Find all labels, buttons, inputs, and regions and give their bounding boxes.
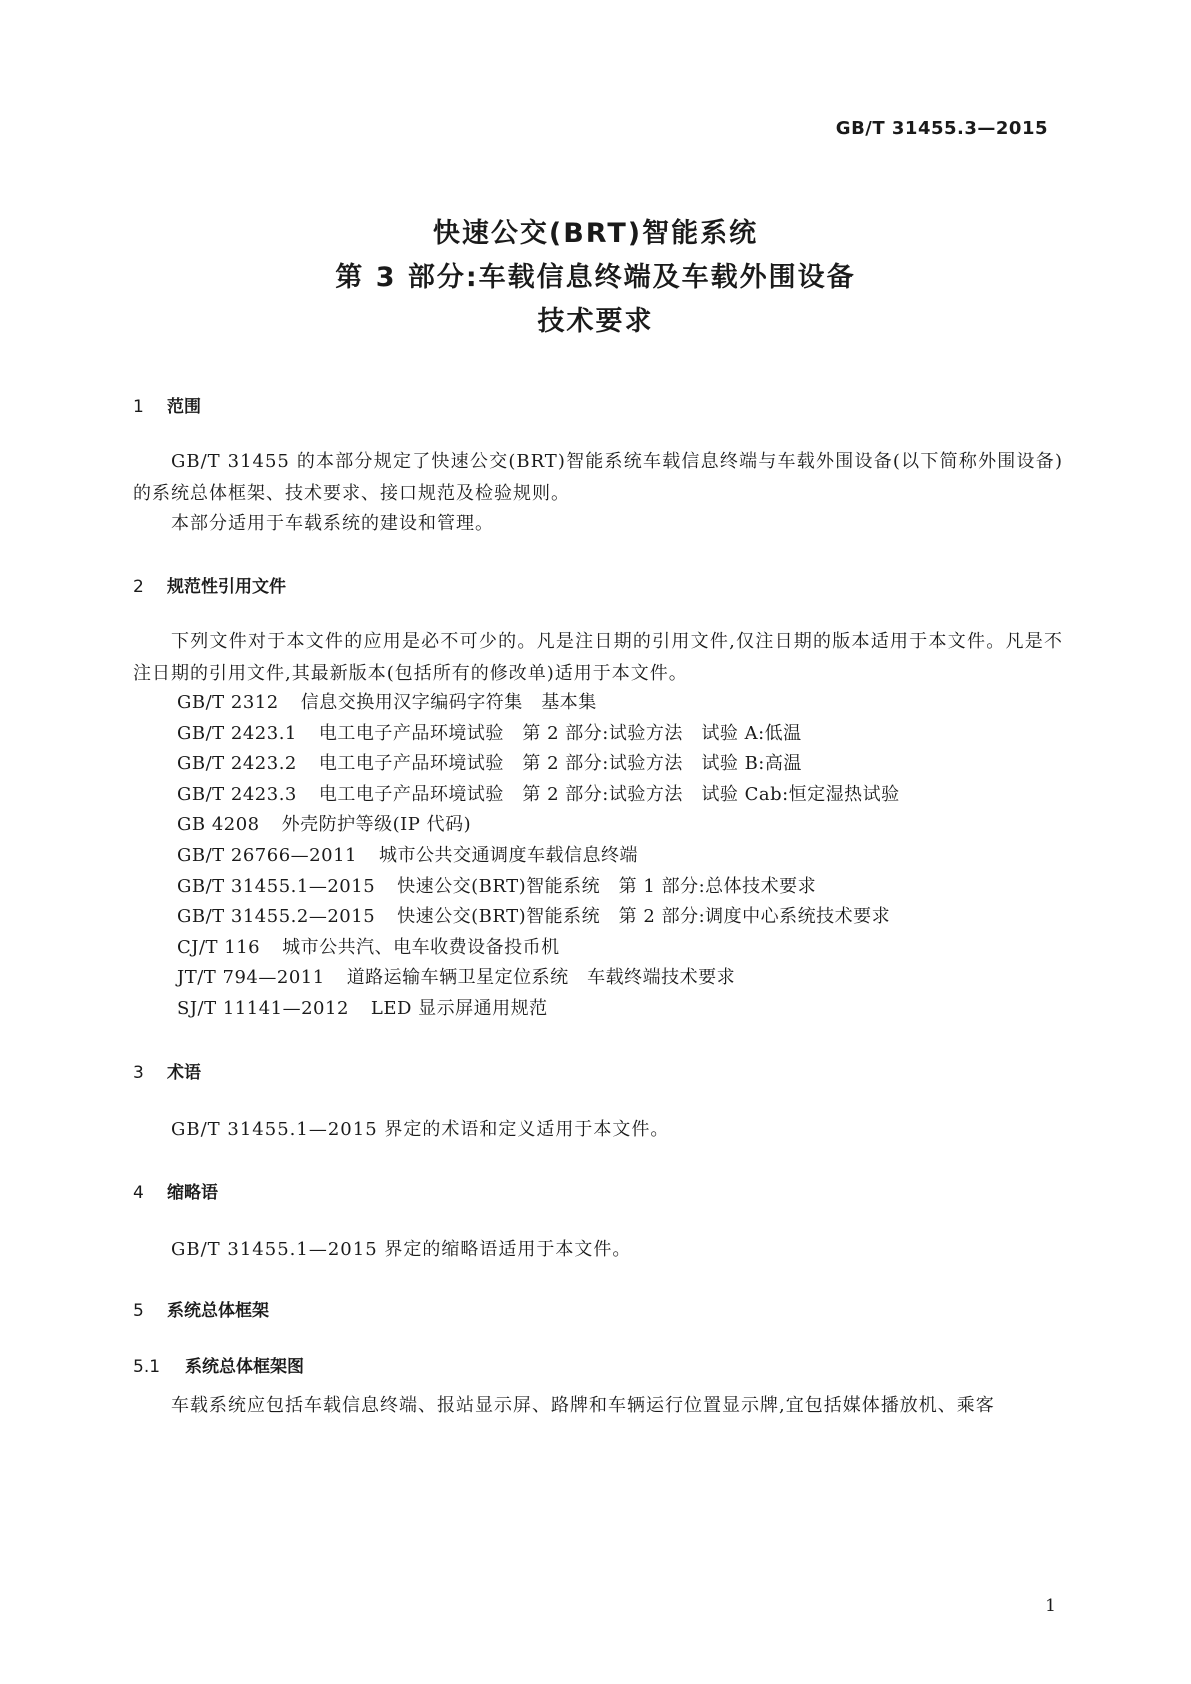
page-number: 1 (1045, 1596, 1056, 1616)
reference-title: 外壳防护等级(IP 代码) (281, 814, 472, 836)
reference-code: GB 4208 (177, 814, 260, 836)
subsection-5-1-paragraph-1: 车载系统应包括车载信息终端、报站显示屏、路牌和车辆运行位置显示牌,宜包括媒体播放机、乘客 (171, 1395, 995, 1416)
reference-code: GB/T 31455.1—2015 (177, 875, 376, 897)
section-1-heading (133, 392, 201, 417)
reference-item (177, 994, 922, 1025)
section-title: 系统总体框架 (167, 1301, 269, 1321)
section-number: 4 (133, 1183, 144, 1203)
reference-code: JT/T 794—2011 (177, 967, 325, 989)
section-number: 3 (133, 1063, 144, 1083)
section-number: 1 (133, 397, 144, 417)
reference-item (177, 810, 922, 841)
section-4-heading (133, 1178, 218, 1203)
reference-title: 城市公共汽、电车收费设备投币机 (282, 936, 560, 958)
reference-title: 快速公交(BRT)智能系统 第 1 部分:总体技术要求 (397, 875, 817, 897)
reference-item (177, 719, 922, 750)
reference-code: SJ/T 11141—2012 (177, 997, 349, 1019)
section-title: 规范性引用文件 (167, 577, 286, 597)
reference-title: 电工电子产品环境试验 第 2 部分:试验方法 试验 B:高温 (318, 753, 802, 775)
section-1-paragraph-1: GB/T 31455 的本部分规定了快速公交(BRT)智能系统车载信息终端与车载外围设备(以下简称外围设备)的系统总体框架、技术要求、接口规范及检验规则。 (133, 451, 1063, 504)
reference-item (177, 872, 922, 903)
reference-title: 信息交换用汉字编码字符集 基本集 (300, 692, 597, 713)
section-3-paragraph-1: GB/T 31455.1—2015 界定的术语和定义适用于本文件。 (171, 1119, 670, 1140)
reference-code: GB/T 2312 (177, 692, 279, 713)
reference-title: 电工电子产品环境试验 第 2 部分:试验方法 试验 A:低温 (318, 722, 802, 744)
section-5-heading (133, 1296, 269, 1321)
normative-reference-list (177, 688, 922, 1025)
reference-item (177, 902, 922, 933)
title-line-3: 技术要求 (537, 306, 654, 337)
section-title: 术语 (167, 1063, 201, 1083)
reference-title: 道路运输车辆卫星定位系统 车载终端技术要求 (346, 967, 736, 989)
title-line-2: 第 3 部分:车载信息终端及车载外围设备 (335, 262, 856, 293)
reference-item (177, 933, 922, 964)
section-title: 缩略语 (167, 1183, 218, 1203)
reference-item (177, 780, 922, 811)
subsection-number: 5.1 (133, 1357, 161, 1377)
reference-item (177, 963, 922, 994)
reference-code: GB/T 2423.2 (177, 753, 297, 775)
reference-title: 城市公共交通调度车载信息终端 (378, 844, 638, 866)
reference-title: LED 显示屏通用规范 (370, 997, 548, 1019)
reference-code: GB/T 26766—2011 (177, 844, 357, 866)
reference-item (177, 749, 922, 780)
reference-title: 电工电子产品环境试验 第 2 部分:试验方法 试验 Cab:恒定湿热试验 (318, 783, 900, 805)
reference-item (177, 841, 922, 872)
reference-code: GB/T 2423.1 (177, 722, 297, 744)
reference-code: GB/T 2423.3 (177, 783, 297, 805)
reference-code: GB/T 31455.2—2015 (177, 906, 376, 928)
subsection-5-1-heading (133, 1352, 304, 1377)
section-1-paragraph-2: 本部分适用于车载系统的建设和管理。 (171, 513, 494, 534)
title-line-1: 快速公交(BRT)智能系统 (432, 218, 759, 249)
reference-title: 快速公交(BRT)智能系统 第 2 部分:调度中心系统技术要求 (397, 906, 891, 928)
section-number: 2 (133, 577, 144, 597)
section-4-paragraph-1: GB/T 31455.1—2015 界定的缩略语适用于本文件。 (171, 1239, 632, 1260)
section-2-paragraph-1: 下列文件对于本文件的应用是必不可少的。凡是注日期的引用文件,仅注日期的版本适用于本文件。凡是不注日期的引用文件,其最新版本(包括所有的修改单)适用于本文件。 (133, 631, 1063, 684)
section-title: 范围 (167, 397, 201, 417)
document-title (0, 212, 1191, 344)
section-number: 5 (133, 1301, 144, 1321)
section-3-heading (133, 1058, 201, 1083)
standard-code: GB/T 31455.3—2015 (835, 118, 1048, 139)
reference-item (177, 688, 922, 719)
subsection-title: 系统总体框架图 (185, 1357, 304, 1377)
section-2-heading (133, 572, 286, 597)
reference-code: CJ/T 116 (177, 936, 261, 958)
